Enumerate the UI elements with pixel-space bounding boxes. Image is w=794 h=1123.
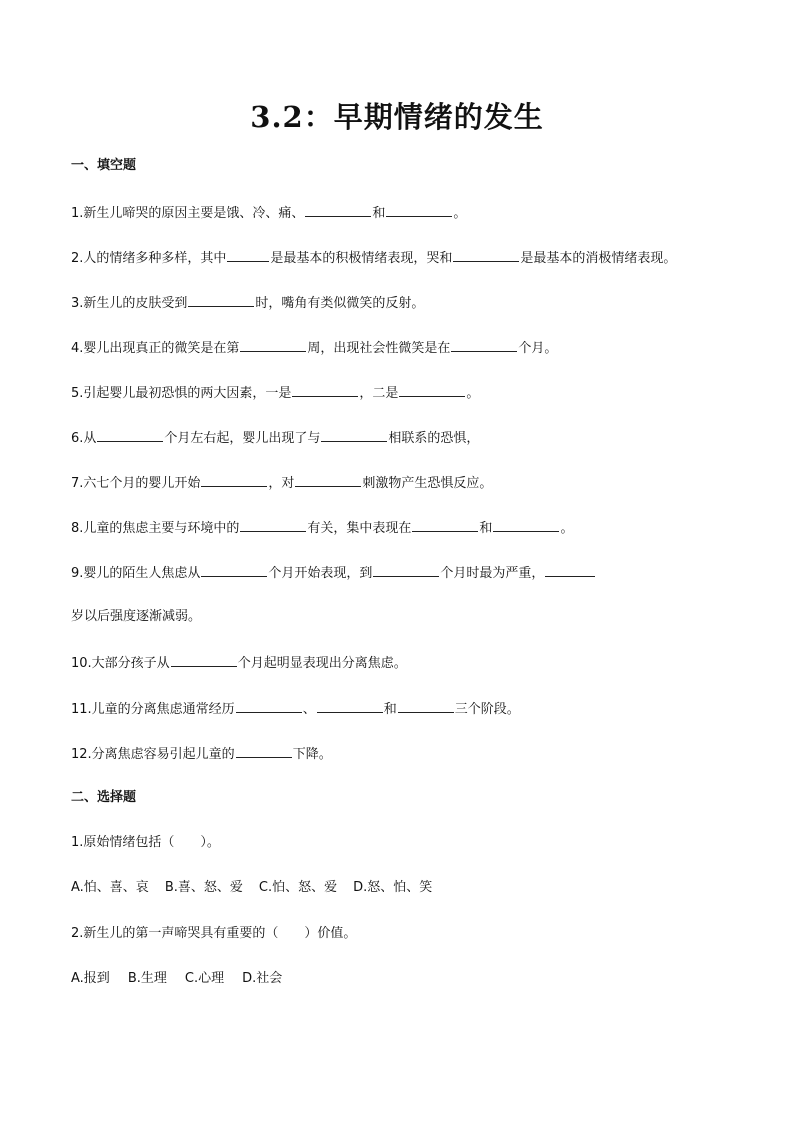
section-heading-fill-blank: 一、填空题 xyxy=(71,158,137,173)
answer-blank[interactable] xyxy=(399,383,465,397)
question-6: 6.从 个月左右起，婴儿出现了与 相联系的恐惧， xyxy=(71,428,479,448)
choice-question-1-stem: 1.原始情绪包括（ ）。 xyxy=(71,835,220,850)
question-9-continuation: 岁以后强度逐渐减弱。 xyxy=(71,609,202,624)
answer-blank[interactable] xyxy=(305,203,371,217)
question-3: 3.新生儿的皮肤受到 时，嘴角有类似微笑的反射。 xyxy=(71,293,424,313)
option-b[interactable]: B.生理 xyxy=(127,971,167,986)
option-d[interactable]: D.怒、怕、笑 xyxy=(353,880,433,895)
option-a[interactable]: A.怕、喜、哀 xyxy=(71,880,149,895)
section-heading-multiple-choice: 二、选择题 xyxy=(71,790,137,805)
choice-question-2-stem: 2.新生儿的第一声啼哭具有重要的（ ）价值。 xyxy=(71,926,357,941)
question-10: 10.大部分孩子从 个月起明显表现出分离焦虑。 xyxy=(71,653,407,673)
answer-blank[interactable] xyxy=(236,744,292,758)
answer-blank[interactable] xyxy=(412,518,478,532)
answer-blank[interactable] xyxy=(493,518,559,532)
answer-blank[interactable] xyxy=(386,203,452,217)
question-12: 12.分离焦虑容易引起儿童的 下降。 xyxy=(71,744,332,764)
answer-blank[interactable] xyxy=(317,699,383,713)
question-11: 11.儿童的分离焦虑通常经历 、 和 三个阶段。 xyxy=(71,699,520,719)
answer-blank[interactable] xyxy=(240,518,306,532)
question-9: 9.婴儿的陌生人焦虑从 个月开始表现，到 个月时最为严重， xyxy=(71,563,596,583)
option-b[interactable]: B.喜、怒、爱 xyxy=(164,880,243,895)
answer-blank[interactable] xyxy=(227,248,269,262)
answer-blank[interactable] xyxy=(236,699,302,713)
option-d[interactable]: D.社会 xyxy=(242,971,283,986)
question-8: 8.儿童的焦虑主要与环境中的 有关，集中表现在 和 。 xyxy=(71,518,573,538)
answer-blank[interactable] xyxy=(171,653,237,667)
question-7: 7.六七个月的婴儿开始 ，对 刺激物产生恐惧反应。 xyxy=(71,473,492,493)
answer-blank[interactable] xyxy=(451,338,517,352)
answer-blank[interactable] xyxy=(453,248,519,262)
answer-blank[interactable] xyxy=(201,473,267,487)
option-a[interactable]: A.报到 xyxy=(71,971,110,986)
question-4: 4.婴儿出现真正的微笑是在第 周，出现社会性微笑是在 个月。 xyxy=(71,338,557,358)
answer-blank[interactable] xyxy=(292,383,358,397)
answer-blank[interactable] xyxy=(97,428,163,442)
answer-blank[interactable] xyxy=(373,563,439,577)
choice-question-2-options xyxy=(71,970,300,988)
option-c[interactable]: C.怕、怒、爱 xyxy=(258,880,338,895)
question-1: 1.新生儿啼哭的原因主要是饿、冷、痛、 和 。 xyxy=(71,203,466,223)
answer-blank[interactable] xyxy=(188,293,254,307)
answer-blank[interactable] xyxy=(398,699,454,713)
answer-blank[interactable] xyxy=(321,428,387,442)
choice-question-1-options xyxy=(71,879,448,897)
question-2: 2.人的情绪多种多样，其中 是最基本的积极情绪表现，哭和 是最基本的消极情绪表现。 xyxy=(71,248,676,268)
question-5: 5.引起婴儿最初恐惧的两大因素，一是 ，二是 。 xyxy=(71,383,479,403)
answer-blank[interactable] xyxy=(240,338,306,352)
answer-blank[interactable] xyxy=(545,563,595,577)
option-c[interactable]: C.心理 xyxy=(184,971,225,986)
document-title: 3.2：早期情绪的发生 xyxy=(250,100,544,134)
answer-blank[interactable] xyxy=(295,473,361,487)
answer-blank[interactable] xyxy=(201,563,267,577)
